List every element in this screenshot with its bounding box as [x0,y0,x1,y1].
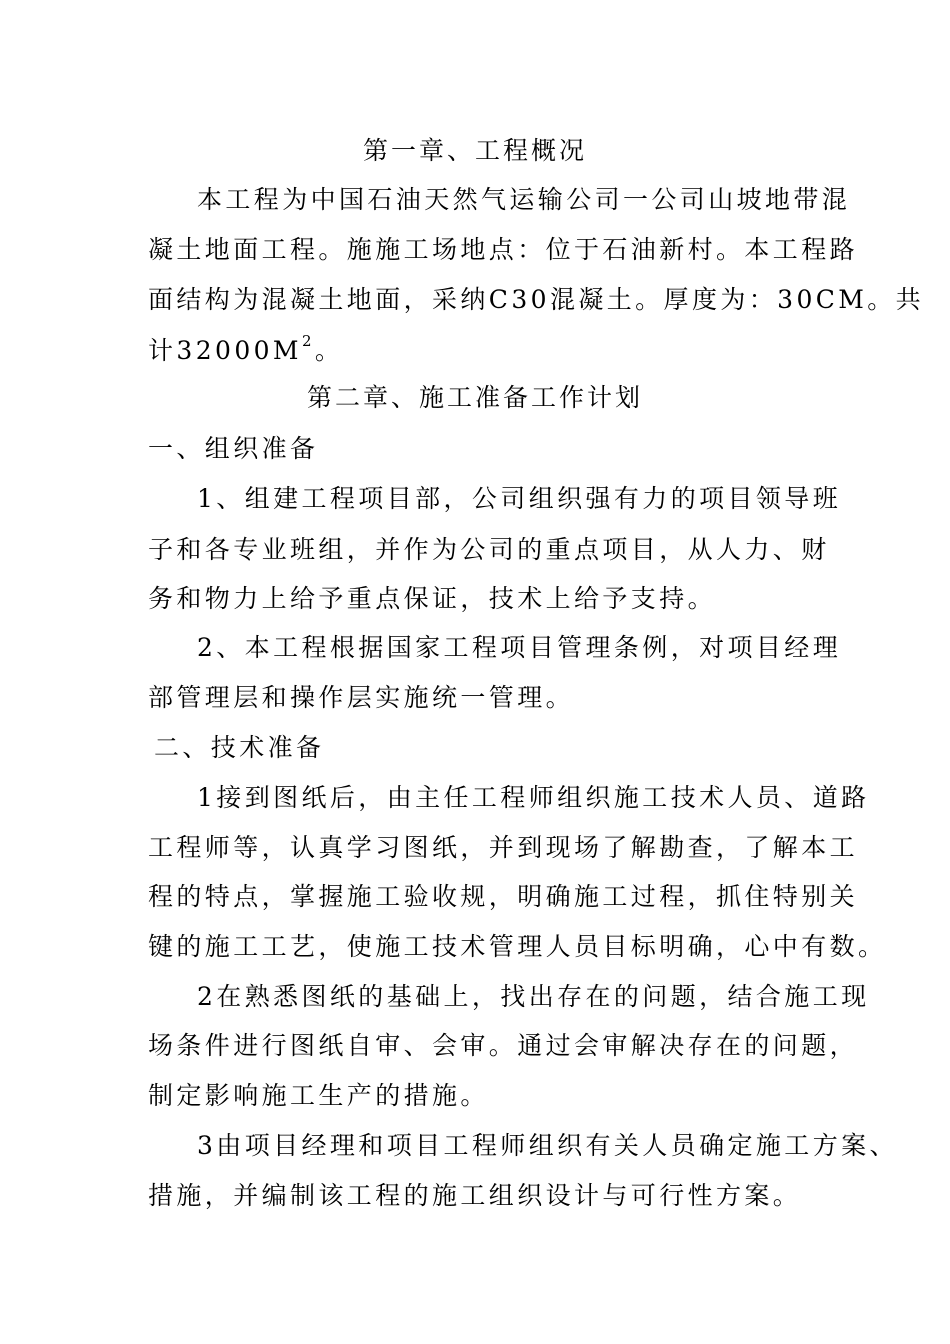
chapter-1-line-1: 本工程为中国石油天然气运输公司一公司山坡地带混 [197,185,851,214]
section-2-p2-line-1: 2在熟悉图纸的基础上，找出存在的问题，结合施工现 [197,982,870,1011]
section-2-p3-line-1: 3由项目经理和项目工程师组织有关人员确定施工方案、 [197,1131,898,1160]
section-2-p1-line-2: 工程师等，认真学习图纸，并到现场了解勘查，了解本工 [148,833,859,862]
section-2-p1-line-4: 键的施工工艺，使施工技术管理人员目标明确，心中有数。 [148,932,887,961]
section-1-p1-line-2: 子和各专业班组，并作为公司的重点项目，从人力、财 [148,535,830,564]
section-2-p3-line-2: 措施，并编制该工程的施工组织设计与可行性方案。 [148,1181,802,1210]
section-1-p1-line-3: 务和物力上给予重点保证，技术上给予支持。 [148,584,717,613]
section-1-p2-line-1: 2、本工程根据国家工程项目管理条例，对项目经理 [197,633,842,662]
section-1-p1-line-1: 1、组建工程项目部，公司组织强有力的项目领导班 [197,484,842,513]
area-value: 计32000M [148,336,302,365]
section-2-p2-line-2: 场条件进行图纸自审、会审。通过会审解决存在的问题， [148,1031,859,1060]
section-2-p2-line-3: 制定影响施工生产的措施。 [148,1081,489,1110]
area-superscript: 2 [301,331,315,350]
section-2-p1-line-3: 程的特点，掌握施工验收规，明确施工过程，抓住特别关 [148,882,859,911]
section-1-p2-line-2: 部管理层和操作层实施统一管理。 [148,683,575,712]
section-2-heading: 二、技术准备 [154,733,325,762]
section-2-p1-line-1: 1接到图纸后，由主任工程师组织施工技术人员、道路 [197,783,870,812]
chapter-1-line-3: 面结构为混凝土地面，采纳C30混凝土。厚度为：30CM。共 [148,285,925,314]
area-suffix: 。 [314,336,344,365]
chapter-2-title: 第二章、施工准备工作计划 [306,383,643,412]
chapter-1-line-2: 凝土地面工程。施施工场地点：位于石油新村。本工程路 [148,235,859,264]
chapter-1-line-4 [148,331,344,366]
section-1-heading: 一、组织准备 [148,434,319,463]
chapter-1-title: 第一章、工程概况 [362,136,587,165]
